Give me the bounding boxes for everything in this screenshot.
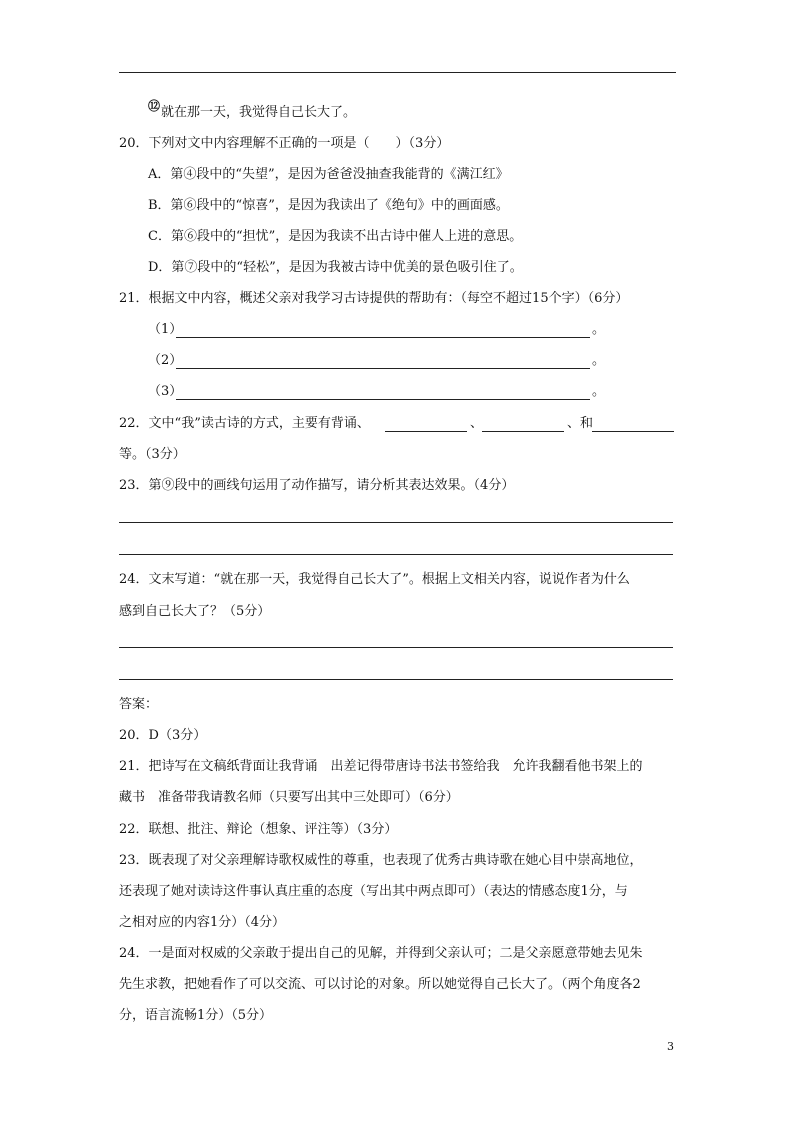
option-a: A．第④段中的“失望”，是因为爸爸没抽查我能背的《满江红》 (148, 167, 509, 182)
question-20-stem: 20．下列对文中内容理解不正确的一项是（ ）（3分） (119, 136, 450, 151)
question-22-blank-1[interactable] (385, 431, 467, 432)
answer-line[interactable] (119, 554, 673, 555)
blank-underline (176, 399, 590, 400)
question-24-line-2: 感到自己长大了？（5分） (119, 604, 271, 619)
header-rule (119, 72, 676, 73)
paragraph-12-text: 就在那一天，我觉得自己长大了。 (161, 105, 357, 120)
answer-20: 20．D（3分） (119, 728, 207, 743)
answer-23-line-2: 还表现了她对读诗这件事认真庄重的态度（写出其中两点即可）（表达的情感态度1分，与 (119, 884, 628, 899)
answers-heading: 答案： (119, 697, 159, 712)
answer-24-line-2: 先生求教，把她看作了可以交流、可以讨论的对象。所以她觉得自己长大了。（两个角度各2 (119, 977, 641, 992)
option-b: B．第⑥段中的“惊喜”，是因为我读出了《绝句》中的画面感。 (148, 198, 509, 213)
blank-end-mark: 。 (592, 353, 606, 368)
question-22-line-2: 等。（3分） (119, 447, 186, 462)
question-22-blank-2[interactable] (482, 431, 564, 432)
paragraph-marker: ⑫ (148, 99, 161, 113)
blank-number: （2） (148, 353, 183, 368)
blank-end-mark: 。 (592, 322, 606, 337)
answer-23-line-1: 23．既表现了对父亲理解诗歌权威性的尊重，也表现了优秀古典诗歌在她心目中崇高地位， (119, 853, 643, 868)
question-22-blank-3[interactable] (592, 431, 674, 432)
blank-number: （1） (148, 322, 183, 337)
blank-underline (176, 337, 590, 338)
answer-line[interactable] (119, 679, 673, 680)
answer-24-line-3: 分，语言流畅1分）（5分） (119, 1008, 273, 1023)
answer-line[interactable] (119, 647, 673, 648)
question-24-line-1: 24．文末写道：“就在那一天，我觉得自己长大了”。根据上文相关内容，说说作者为什么 (119, 572, 630, 587)
question-22-separator: 、和 (567, 416, 594, 431)
option-d: D．第⑦段中的“轻松”，是因为我被古诗中优美的景色吸引住了。 (148, 260, 523, 275)
question-21-stem: 21．根据文中内容，概述父亲对我学习古诗提供的帮助有：（每空不超过15个字）（6分） (119, 291, 629, 306)
option-c: C．第⑥段中的“担忧”，是因为我读不出古诗中催人上进的意思。 (148, 229, 523, 244)
answer-24-line-1: 24．一是面对权威的父亲敢于提出自己的见解，并得到父亲认可；二是父亲愿意带她去见朱 (119, 946, 643, 961)
page-number: 3 (667, 1040, 674, 1053)
answer-line[interactable] (119, 522, 673, 523)
question-22-line-1: 22．文中“我”读古诗的方式，主要有背诵、 (119, 416, 370, 431)
answer-22: 22．联想、批注、辩论（想象、评注等）（3分） (119, 822, 398, 837)
blank-number: （3） (148, 384, 183, 399)
blank-end-mark: 。 (592, 384, 606, 399)
question-22-separator: 、 (470, 416, 484, 431)
answer-21-line-1: 21．把诗写在文稿纸背面让我背诵 出差记得带唐诗书法书签给我 允许我翻看他书架上的 (119, 759, 643, 774)
question-23-stem: 23．第⑨段中的画线句运用了动作描写，请分析其表达效果。（4分） (119, 478, 515, 493)
answer-21-line-2: 藏书 准备带我请教名师（只要写出其中三处即可）（6分） (119, 790, 459, 805)
paragraph-12 (148, 99, 357, 122)
answer-23-line-3: 之相对应的内容1分）（4分） (119, 915, 286, 930)
blank-underline (176, 368, 590, 369)
